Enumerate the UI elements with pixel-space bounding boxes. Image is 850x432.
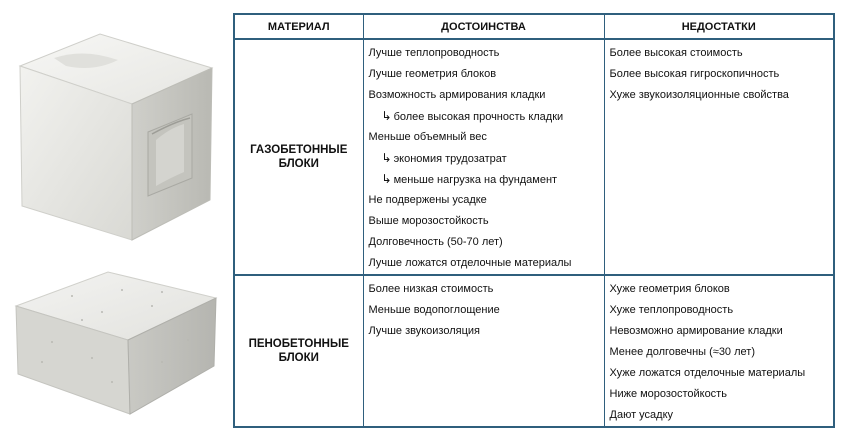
sub-list-item [369, 106, 604, 127]
list-item: Дают усадку [609, 409, 674, 421]
sub-list-item-text: меньше нагрузка на фундамент [393, 174, 558, 186]
gas-block-image [14, 28, 218, 250]
comparison-table [233, 13, 835, 428]
sub-list-item [369, 169, 604, 190]
material-name-line1: ПЕНОБЕТОННЫЕ [248, 338, 349, 350]
list-item: Более высокая стоимость [609, 47, 743, 59]
list-item: Хуже теплопроводность [609, 304, 734, 316]
table-header-row [234, 14, 834, 39]
pros-cell-gas-concrete [363, 39, 604, 275]
list-item: Лучше теплопроводность [368, 47, 500, 59]
material-name-line2: БЛОКИ [278, 352, 319, 364]
cons-cell-foam-concrete [604, 275, 834, 427]
cons-cell-gas-concrete [604, 39, 834, 275]
list-item: Выше морозостойкость [368, 215, 489, 227]
material-name-line2: БЛОКИ [278, 158, 319, 170]
turn-right-arrow-icon: ↳ [381, 109, 392, 123]
sub-list-item [369, 148, 604, 169]
sub-list-item-text: более высокая прочность кладки [393, 111, 564, 123]
header-material: МАТЕРИАЛ [234, 14, 363, 39]
list-item: Лучше ложатся отделочные материалы [368, 257, 572, 269]
list-item: Меньше водопоглощение [368, 304, 500, 316]
material-name-line1: ГАЗОБЕТОННЫЕ [250, 144, 348, 156]
list-item: Более низкая стоимость [368, 283, 494, 295]
material-cell-gas-concrete [234, 39, 363, 275]
foam-block-image [12, 262, 220, 422]
header-pros: ДОСТОИНСТВА [363, 14, 604, 39]
list-item: Менее долговечны (≈30 лет) [609, 346, 755, 358]
table-row-foam-concrete [234, 275, 834, 427]
list-item: Невозможно армирование кладки [609, 325, 783, 337]
header-cons: НЕДОСТАТКИ [604, 14, 834, 39]
sub-list-item-text: экономия трудозатрат [393, 153, 507, 165]
table-row-gas-concrete [234, 39, 834, 275]
list-item: Долговечность (50-70 лет) [368, 236, 503, 248]
material-cell-foam-concrete [234, 275, 363, 427]
list-item: Лучше геометрия блоков [368, 68, 497, 80]
list-item: Лучше звукоизоляция [368, 325, 480, 337]
list-item: Не подвержены усадке [368, 194, 487, 206]
list-item: Хуже звукоизоляционные свойства [609, 89, 789, 101]
pros-cell-foam-concrete [363, 275, 604, 427]
list-item: Более высокая гигроскопичность [609, 68, 780, 80]
turn-right-arrow-icon: ↳ [381, 172, 392, 186]
list-item: Хуже геометрия блоков [609, 283, 730, 295]
turn-right-arrow-icon: ↳ [381, 151, 392, 165]
list-item: Возможность армирования кладки [368, 89, 546, 101]
list-item: Ниже морозостойкость [609, 388, 727, 400]
list-item: Меньше объемный вес [368, 131, 487, 143]
list-item: Хуже ложатся отделочные материалы [609, 367, 806, 379]
